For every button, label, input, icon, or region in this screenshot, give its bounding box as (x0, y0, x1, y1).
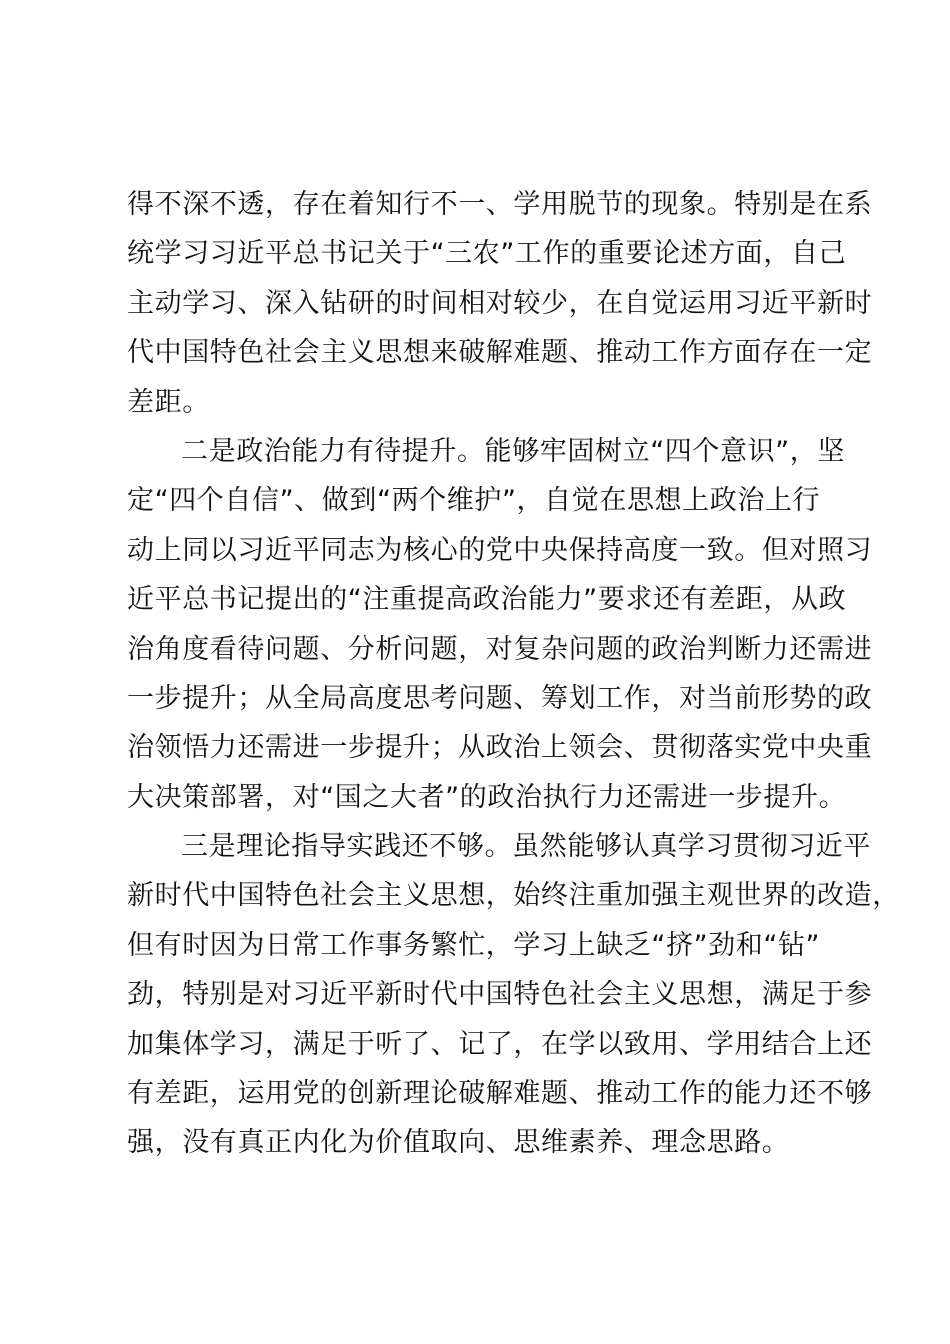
text-line: 一步提升；从全局高度思考问题、筹划工作，对当前形势的政 (127, 682, 873, 714)
text-line: 大决策部署，对“国之大者”的政治执行力还需进一步提升。 (127, 781, 847, 813)
text-line: 近平总书记提出的“注重提高政治能力”要求还有差距，从政 (127, 584, 847, 616)
text-line: 定“四个自信”、做到“两个维护”，自觉在思想上政治上行 (127, 485, 821, 517)
text-line: 三是理论指导实践还不够。虽然能够认真学习贯彻习近平 (181, 831, 871, 863)
text-line: 治领悟力还需进一步提升；从政治上领会、贯彻落实党中央重 (127, 732, 873, 764)
text-line: 得不深不透，存在着知行不一、学用脱节的现象。特别是在系 (127, 189, 873, 220)
document-body (127, 180, 900, 1168)
text-line: 但有时因为日常工作事务繁忙，学习上缺乏“挤”劲和“钻” (127, 929, 821, 961)
text-line: 有差距，运用党的创新理论破解难题、推动工作的能力还不够 (127, 1078, 873, 1110)
text-line: 统学习习近平总书记关于“三农”工作的重要论述方面，自己 (127, 238, 847, 270)
text-line: 代中国特色社会主义思想来破解难题、推动工作方面存在一定 (127, 337, 873, 369)
text-line: 新时代中国特色社会主义思想，始终注重加强主观世界的改造， (127, 880, 900, 912)
text-line: 加集体学习，满足于听了、记了，在学以致用、学用结合上还 (127, 1028, 873, 1060)
text-line: 动上同以习近平同志为核心的党中央保持高度一致。但对照习 (127, 534, 873, 566)
text-line: 主动学习、深入钻研的时间相对较少，在自觉运用习近平新时 (127, 287, 873, 319)
text-line: 差距。 (127, 386, 210, 418)
paragraph-1 (127, 180, 873, 427)
paragraph-2 (127, 427, 873, 822)
text-line: 强，没有真正内化为价值取向、思维素养、理念思路。 (127, 1127, 790, 1159)
text-line: 治角度看待问题、分析问题，对复杂问题的政治判断力还需进 (127, 633, 873, 665)
paragraph-3 (127, 822, 900, 1168)
text-line: 二是政治能力有待提升。能够牢固树立“四个意识”，坚 (181, 435, 845, 467)
text-line: 劲，特别是对习近平新时代中国特色社会主义思想，满足于参 (127, 979, 873, 1011)
